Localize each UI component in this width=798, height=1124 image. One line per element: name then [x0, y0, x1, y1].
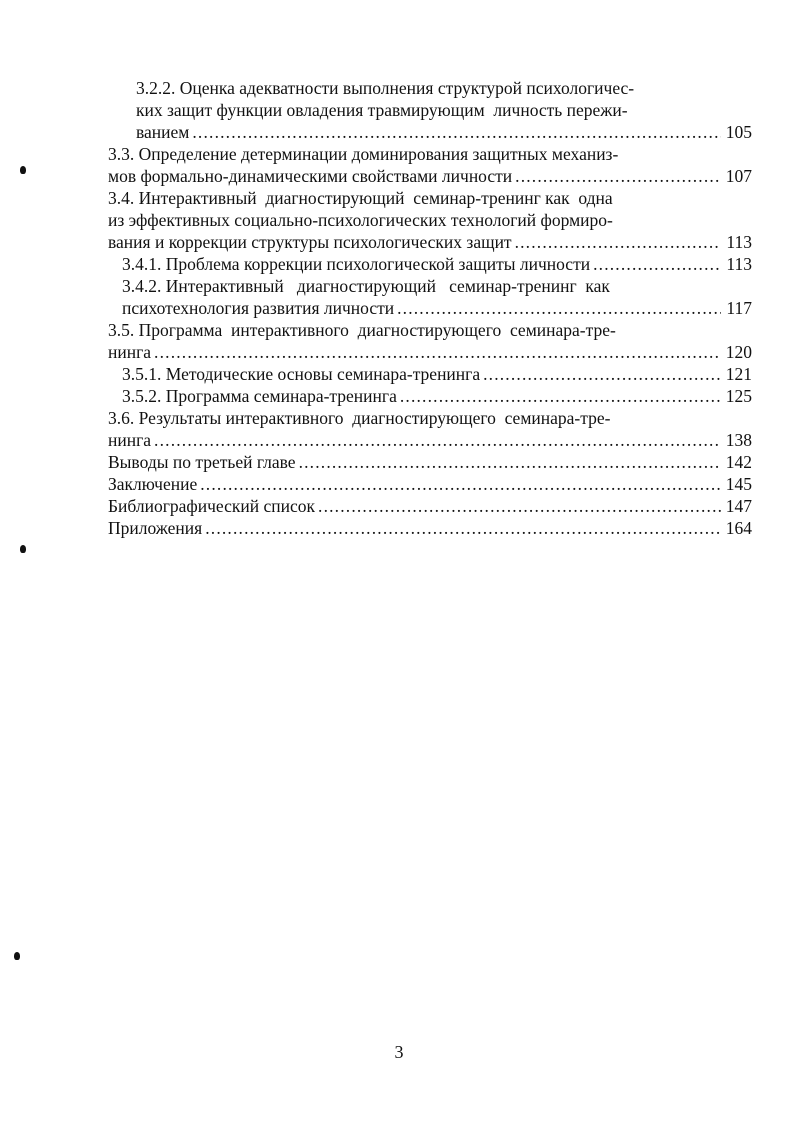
dot-leader	[192, 121, 721, 143]
toc-entry-text: 3.3. Определение детерминации доминирования защитных механиз-	[108, 144, 619, 164]
toc-entry-text: Выводы по третьей главе	[108, 452, 296, 472]
dot-leader	[593, 253, 721, 275]
toc-line[interactable]	[108, 451, 752, 473]
toc-entry-text: 3.4.2. Интерактивный диагностирующий семинар-тренинг как	[122, 276, 610, 296]
toc-entry-text: нинга	[108, 430, 152, 450]
toc-page-number: 145	[725, 474, 752, 494]
dot-leader	[200, 473, 721, 495]
dot-leader	[154, 341, 721, 363]
toc-entry-text: 3.4. Интерактивный диагностирующий семинар-тренинг как одна	[108, 188, 613, 208]
toc-line	[108, 143, 752, 165]
page-number: 3	[394, 1042, 404, 1062]
toc-line[interactable]	[122, 253, 752, 275]
toc-page-number: 125	[725, 386, 752, 406]
toc-line[interactable]	[108, 231, 752, 253]
dot-leader	[515, 231, 721, 253]
toc-entry-text: ких защит функции овладения травмирующим личность пережи-	[136, 100, 628, 120]
dot-leader	[397, 297, 721, 319]
toc-line	[108, 407, 752, 429]
toc-line[interactable]	[108, 429, 752, 451]
toc-line[interactable]	[122, 297, 752, 319]
toc-entry-text: вания и коррекции структуры психологических защит	[108, 232, 512, 252]
toc-entry-text: 3.5. Программа интерактивного диагностирующего семинара-тре-	[108, 320, 616, 340]
dot-leader	[400, 385, 721, 407]
toc-page-number: 164	[725, 518, 752, 538]
dot-leader	[318, 495, 721, 517]
toc-line	[108, 209, 752, 231]
toc-page-number: 107	[725, 166, 752, 186]
toc-entry-text: 3.5.2. Программа семинара-тренинга	[122, 386, 397, 406]
dot-leader	[205, 517, 721, 539]
toc-page-number: 142	[725, 452, 752, 472]
toc-line[interactable]	[108, 495, 752, 517]
toc-page-number: 105	[725, 122, 752, 142]
toc-entry-text: 3.4.1. Проблема коррекции психологической защиты личности	[122, 254, 591, 274]
toc-entry-text: Приложения	[108, 518, 203, 538]
toc-page-number: 117	[726, 298, 752, 318]
toc-line	[108, 319, 752, 341]
toc-line[interactable]	[108, 517, 752, 539]
toc-page-number: 120	[725, 342, 752, 362]
toc-line[interactable]	[122, 363, 752, 385]
toc-entry-text: 3.6. Результаты интерактивного диагностирующего семинара-тре-	[108, 408, 611, 428]
dot-leader	[483, 363, 721, 385]
binding-hole-mark	[20, 545, 26, 553]
toc-line	[108, 187, 752, 209]
toc-entry-text: 3.2.2. Оценка адекватности выполнения структурой психологичес-	[136, 78, 635, 98]
toc-page-number: 138	[725, 430, 752, 450]
binding-hole-mark	[14, 952, 20, 960]
toc-line[interactable]	[122, 385, 752, 407]
toc-entry-text: 3.5.1. Методические основы семинара-тренинга	[122, 364, 481, 384]
toc-page-number: 147	[725, 496, 752, 516]
dot-leader	[299, 451, 721, 473]
dot-leader	[515, 165, 721, 187]
toc-line[interactable]	[108, 473, 752, 495]
toc-entry-text: из эффективных социально-психологических технологий формиро-	[108, 210, 613, 230]
toc-entry-text: Библиографический список	[108, 496, 316, 516]
toc-line[interactable]	[136, 121, 752, 143]
toc-page-number: 121	[725, 364, 752, 384]
toc-line	[122, 275, 752, 297]
dot-leader	[154, 429, 721, 451]
toc-entry-text: мов формально-динамическими свойствами личности	[108, 166, 513, 186]
toc-page-number: 113	[726, 254, 752, 274]
toc-entry-text: ванием	[136, 122, 190, 142]
toc-line	[136, 99, 752, 121]
toc-entry-text: психотехнология развития личности	[122, 298, 395, 318]
toc-line[interactable]	[108, 341, 752, 363]
toc-page-number: 113	[726, 232, 752, 252]
toc-entry-text: нинга	[108, 342, 152, 362]
toc-entry-text: Заключение	[108, 474, 198, 494]
toc-line	[136, 77, 752, 99]
binding-hole-mark	[20, 166, 26, 174]
toc-line[interactable]	[108, 165, 752, 187]
